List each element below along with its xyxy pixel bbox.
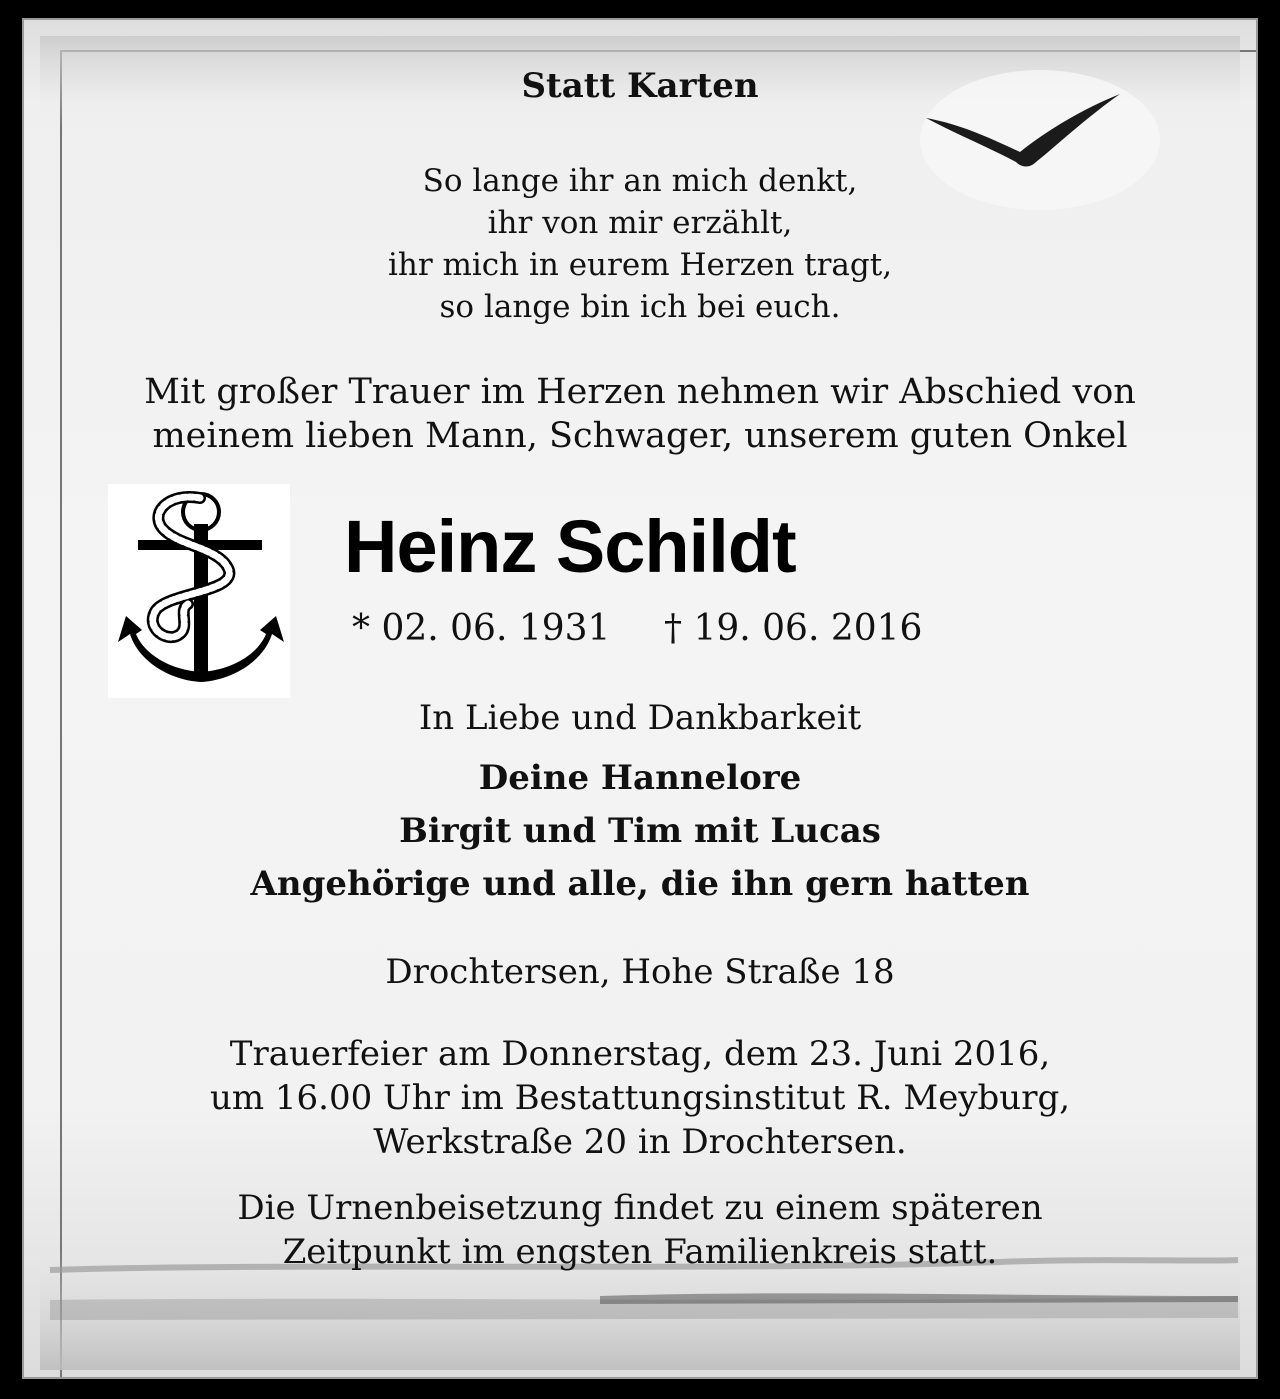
poem-line: so lange bin ich bei euch.: [439, 289, 841, 325]
notice-heading: Statt Karten: [521, 66, 759, 106]
funeral-line: um 16.00 Uhr im Bestattungsinstitut R. Meyburg,: [209, 1078, 1071, 1118]
poem-line: ihr von mir erzählt,: [487, 205, 793, 241]
announcement-line: Mit großer Trauer im Herzen nehmen wir Abschied von: [144, 372, 1136, 412]
funeral-line: Werkstraße 20 in Drochtersen.: [373, 1122, 907, 1162]
burial-line: Die Urnenbeisetzung findet zu einem späteren: [237, 1188, 1043, 1228]
poem-line: ihr mich in eurem Herzen tragt,: [387, 247, 893, 283]
anchor-symbol: [108, 484, 290, 698]
deceased-name: Heinz Schildt: [344, 505, 796, 588]
poem-line: So lange ihr an mich denkt,: [422, 163, 858, 199]
mourner-line: Birgit und Tim mit Lucas: [399, 811, 881, 851]
funeral-line: Trauerfeier am Donnerstag, dem 23. Juni 2016,: [229, 1034, 1051, 1074]
death-date: † 19. 06. 2016: [664, 608, 923, 649]
mourner-line: Angehörige und alle, die ihn gern hatten: [250, 864, 1030, 904]
burial-line: Zeitpunkt im engsten Familienkreis statt.: [282, 1232, 998, 1272]
address-text: Drochtersen, Hohe Straße 18: [385, 952, 895, 992]
announcement-line: meinem lieben Mann, Schwager, unserem guten Onkel: [152, 416, 1128, 456]
anchor-icon: [108, 484, 290, 698]
mourner-line: Deine Hannelore: [478, 758, 802, 798]
birth-date: * 02. 06. 1931: [352, 608, 611, 649]
closing-text: In Liebe und Dankbarkeit: [418, 698, 862, 738]
